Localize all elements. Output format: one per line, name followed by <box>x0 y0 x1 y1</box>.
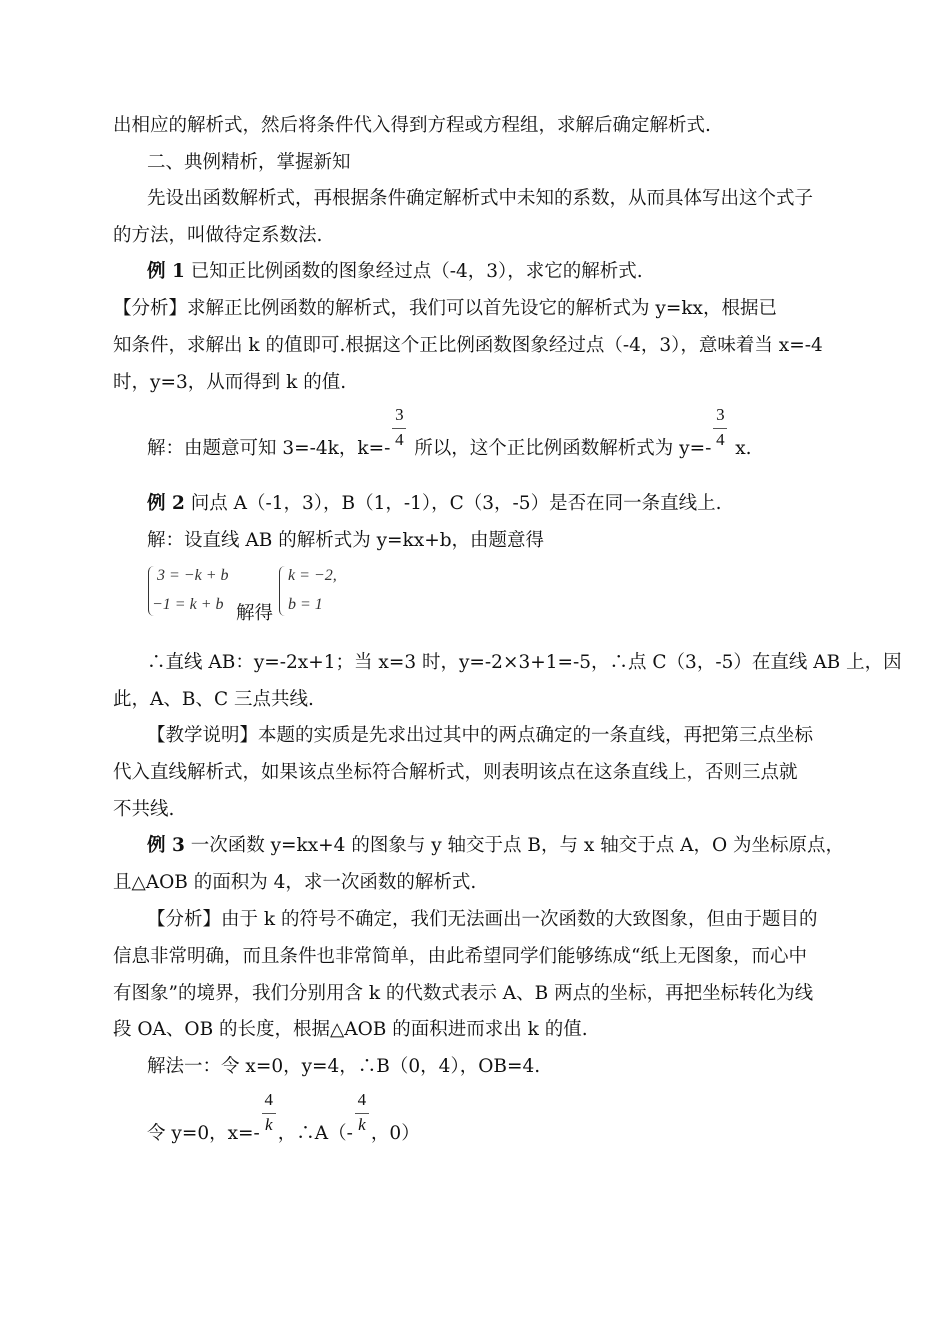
method-text: ，∴A（- <box>277 1123 353 1144</box>
solution-text: 所以，这个正比例函数解析式为 y=- <box>408 438 712 459</box>
fraction <box>354 1090 370 1147</box>
example-3-line: 且△AOB 的面积为 4，求一次函数的解析式. <box>113 872 477 893</box>
example-text: 已知正比例函数的图象经过点（-4，3），求它的解析式. <box>184 261 643 282</box>
analysis-line: 知条件，求解出 k 的值即可.根据这个正比例函数图象经过点（-4，3），意味着当 x=-4 <box>113 335 823 356</box>
example-2-statement <box>147 491 887 517</box>
system-equation: k = −2, <box>288 567 337 584</box>
section-heading: 二、典例精析，掌握新知 <box>147 152 351 173</box>
method-1-line <box>147 1090 887 1147</box>
example-1-statement <box>147 259 887 285</box>
fraction-denominator: 4 <box>716 430 725 449</box>
fraction <box>712 405 728 462</box>
method-text: 令 y=0，x=- <box>147 1123 260 1144</box>
analysis-line: 时，y=3，从而得到 k 的值. <box>113 372 347 393</box>
teaching-note-line: 【教学说明】本题的实质是先求出过其中的两点确定的一条直线，再把第三点坐标 <box>147 725 814 746</box>
fraction-denominator: k <box>358 1115 366 1134</box>
left-brace <box>279 566 286 616</box>
fraction-bar <box>392 428 406 429</box>
paragraph-line: 先设出函数解析式，再根据条件确定解析式中未知的系数，从而具体写出这个式子 <box>147 188 814 209</box>
solution-2: 解：设直线 AB 的解析式为 y=kx+b，由题意得 <box>147 530 545 551</box>
fraction <box>391 405 407 462</box>
method-1-line: 解法一：令 x=0，y=4，∴B（0，4），OB=4. <box>147 1056 541 1077</box>
fraction-denominator: k <box>265 1115 273 1134</box>
example-label: 例 2 <box>147 493 185 514</box>
fraction <box>261 1090 277 1147</box>
paragraph-line: 出相应的解析式，然后将条件代入得到方程或方程组，求解后确定解析式. <box>113 115 711 136</box>
solution-1 <box>147 405 887 462</box>
system-equation: b = 1 <box>288 596 323 613</box>
solution-text: x. <box>729 438 752 459</box>
example-text: 问点 A（-1，3），B（1，-1），C（3，-5）是否在同一条直线上. <box>184 493 722 514</box>
conclusion-line: ∴直线 AB：y=-2x+1；当 x=3 时，y=-2×3+1=-5，∴点 C（3，-5）在直线 AB 上，因 <box>147 652 902 673</box>
example-label: 例 1 <box>147 261 185 282</box>
analysis-line: 【分析】求解正比例函数的解析式，我们可以首先设它的解析式为 y=kx，根据已 <box>113 298 777 319</box>
fraction-bar <box>355 1113 369 1114</box>
fraction-numerator: 3 <box>395 405 404 424</box>
analysis-line: 【分析】由于 k 的符号不确定，我们无法画出一次函数的大致图象，但由于题目的 <box>147 909 818 930</box>
example-text: 一次函数 y=kx+4 的图象与 y 轴交于点 B，与 x 轴交于点 A，O 为坐标原点， <box>184 835 845 856</box>
fraction-numerator: 4 <box>357 1090 367 1109</box>
analysis-line: 段 OA、OB 的长度，根据△AOB 的面积进而求出 k 的值. <box>113 1019 588 1040</box>
system-equation: 3 = −k + b <box>157 567 229 584</box>
analysis-line: 有图象”的境界，我们分别用含 k 的代数式表示 A、B 两点的坐标，再把坐标转化为线 <box>113 983 814 1004</box>
conclusion-line: 此，A、B、C 三点共线. <box>113 689 314 710</box>
method-text: ，0） <box>370 1123 420 1144</box>
fraction-bar <box>262 1113 276 1114</box>
fraction-bar <box>713 428 727 429</box>
analysis-line: 信息非常明确，而且条件也非常简单，由此希望同学们能够练成“纸上无图象，而心中 <box>113 946 807 967</box>
system-equation: −1 = k + b <box>152 596 224 613</box>
example-label: 例 3 <box>147 835 185 856</box>
fraction-numerator: 3 <box>716 405 725 424</box>
solve-label: 解得 <box>236 603 274 624</box>
fraction-numerator: 4 <box>264 1090 274 1109</box>
solution-text: 解：由题意可知 3=-4k，k=- <box>147 438 391 459</box>
teaching-note-line: 代入直线解析式，如果该点坐标符合解析式，则表明该点在这条直线上，否则三点就 <box>113 762 798 783</box>
example-3-statement <box>147 833 887 859</box>
paragraph-line: 的方法，叫做待定系数法. <box>113 225 323 246</box>
fraction-denominator: 4 <box>395 430 404 449</box>
teaching-note-line: 不共线. <box>113 799 175 820</box>
